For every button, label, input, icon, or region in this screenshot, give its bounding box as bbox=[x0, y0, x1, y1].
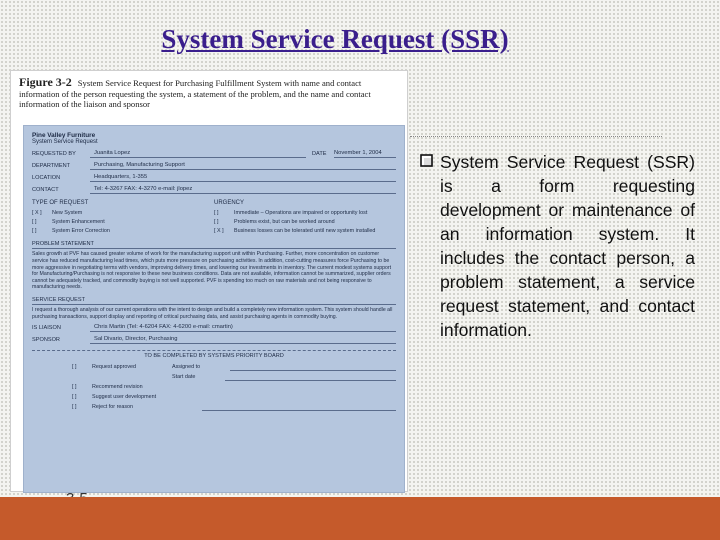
board-item-label: Recommend revision bbox=[92, 383, 143, 390]
board-line bbox=[225, 374, 396, 381]
urgency-option bbox=[214, 219, 396, 226]
type-option bbox=[32, 228, 214, 235]
dotted-divider bbox=[410, 136, 662, 137]
checkbox-bullet-icon bbox=[420, 154, 434, 168]
board-item bbox=[32, 394, 396, 401]
board-item-label: Request approved bbox=[92, 363, 137, 370]
checkbox-mark: [ ] bbox=[32, 218, 37, 225]
urgency-option-label: Business losses can be tolerated until new system installed bbox=[234, 228, 376, 235]
urgency-label: URGENCY bbox=[214, 200, 245, 207]
sponsor-label: SPONSOR bbox=[32, 337, 60, 344]
board-item bbox=[32, 364, 396, 371]
checkbox-mark: [ ] bbox=[214, 218, 219, 225]
checkbox-mark: [ X ] bbox=[214, 228, 224, 235]
bullet-point bbox=[440, 150, 695, 342]
bullet-text: System Service Request (SSR) is a form requesting development or maintenance of an information system. It includes the contact person, a problem statement, a service request statement, and contact information. bbox=[440, 152, 695, 340]
urgency bbox=[214, 200, 396, 235]
checkbox-mark: [ ] bbox=[72, 394, 77, 401]
sponsor-value: Sal Divario, Director, Purchasing bbox=[90, 336, 396, 344]
date-value: November 1, 2004 bbox=[334, 150, 396, 158]
board-item-extra: Assigned to bbox=[172, 363, 201, 370]
checkbox-mark: [ ] bbox=[72, 383, 77, 390]
board-item-extra: Start date bbox=[172, 373, 196, 380]
liaison-label: IS LIAISON bbox=[32, 325, 61, 332]
figure-caption bbox=[19, 77, 403, 110]
board-item bbox=[32, 374, 396, 381]
checkbox-mark: [ ] bbox=[72, 404, 77, 411]
type-option bbox=[32, 210, 214, 217]
type-option bbox=[32, 219, 214, 226]
form-title: System Service Request bbox=[32, 139, 98, 146]
liaison-value: Chris Martin (Tel: 4-6204 FAX: 4-6200 e-mail: cmartin) bbox=[90, 324, 396, 332]
location-row bbox=[32, 174, 396, 182]
type-option-label: System Error Correction bbox=[52, 228, 110, 235]
problem-statement-label: PROBLEM STATEMENT bbox=[32, 241, 396, 249]
contact-label: CONTACT bbox=[32, 187, 59, 194]
department-label: DEPARTMENT bbox=[32, 163, 71, 170]
board-item bbox=[32, 384, 396, 391]
figure-panel bbox=[10, 70, 408, 492]
urgency-option-label: Problems exist, but can be worked around bbox=[234, 218, 335, 225]
checkbox-mark: [ ] bbox=[32, 228, 37, 235]
service-request-text: I request a thorough analysis of our current operations with the intent to design and build a completely new information system. This system should handle all purchasing transactions, support display and reporting of critical purchasing data, and assist purchasing agents in commodity buying. bbox=[32, 307, 393, 320]
location-label: LOCATION bbox=[32, 175, 61, 182]
priority-board-label: TO BE COMPLETED BY SYSTEMS PRIORITY BOARD bbox=[32, 350, 396, 360]
problem-statement-text: Sales growth at PVF has caused greater volume of work for the manufacturing support unit within Purchasing. Further, more concentration on customer service has reduced manufacturing lead times, which puts more pressure on purchasing activities. In addition, cost-cutting measures force Purchasing to be more aggressive in negotiating terms with vendors, improving delivery times, and lowering our investments in inventory. The current modest systems support for Manufacturing/Purchasing is not responsive to these new business conditions. Data are not available, information cannot be summarized, supplier orders cannot be adequately tracked, and commodity buying is not well supported. PVF is spending too much on raw materials and not being responsive to manufacturing needs. bbox=[32, 251, 392, 291]
company-name: Pine Valley Furniture bbox=[32, 132, 96, 139]
board-item-label: Suggest user development bbox=[92, 394, 157, 401]
urgency-option bbox=[214, 210, 396, 217]
contact-row bbox=[32, 186, 396, 194]
request-type-section bbox=[32, 200, 396, 235]
figure-caption-text: System Service Request for Purchasing Fulfillment System with name and contact information of the person requesting the system, a statement of the problem, and the name and contact information of the liaison and sponsor bbox=[19, 78, 371, 109]
service-request-form bbox=[23, 125, 405, 493]
checkbox-mark: [ ] bbox=[214, 209, 219, 216]
location-value: Headquarters, 1-355 bbox=[90, 174, 396, 182]
service-request-label: SERVICE REQUEST bbox=[32, 297, 396, 305]
checkbox-mark bbox=[72, 374, 92, 381]
type-option-label: System Enhancement bbox=[52, 218, 105, 225]
liaison-row bbox=[32, 324, 396, 332]
board-item bbox=[32, 404, 396, 411]
type-label: TYPE OF REQUEST bbox=[32, 200, 89, 207]
date-label: DATE bbox=[312, 151, 327, 158]
requested-by-value: Juanita Lopez bbox=[90, 150, 306, 158]
checkbox-mark: [ ] bbox=[72, 363, 77, 370]
requested-by-row bbox=[32, 150, 396, 158]
sponsor-row bbox=[32, 336, 396, 344]
type-option-label: New System bbox=[52, 209, 83, 216]
checkbox-mark: [ X ] bbox=[32, 209, 42, 216]
board-line bbox=[230, 364, 396, 371]
slide-title: System Service Request (SSR) bbox=[161, 24, 509, 54]
board-item-label: Reject for reason bbox=[92, 404, 134, 411]
department-row bbox=[32, 162, 396, 170]
contact-value: Tel: 4-3267 FAX: 4-3270 e-mail: jlopez bbox=[90, 186, 396, 194]
urgency-option-label: Immediate – Operations are impaired or opportunity lost bbox=[234, 209, 368, 216]
bottom-accent-bar bbox=[0, 497, 720, 540]
figure-label: Figure 3-2 bbox=[19, 75, 72, 89]
board-line bbox=[202, 404, 396, 411]
department-value: Purchasing, Manufacturing Support bbox=[90, 162, 396, 170]
type-of-request bbox=[32, 200, 214, 235]
requested-by-label: REQUESTED BY bbox=[32, 151, 76, 158]
board-item-label bbox=[92, 374, 172, 381]
urgency-option bbox=[214, 228, 396, 235]
